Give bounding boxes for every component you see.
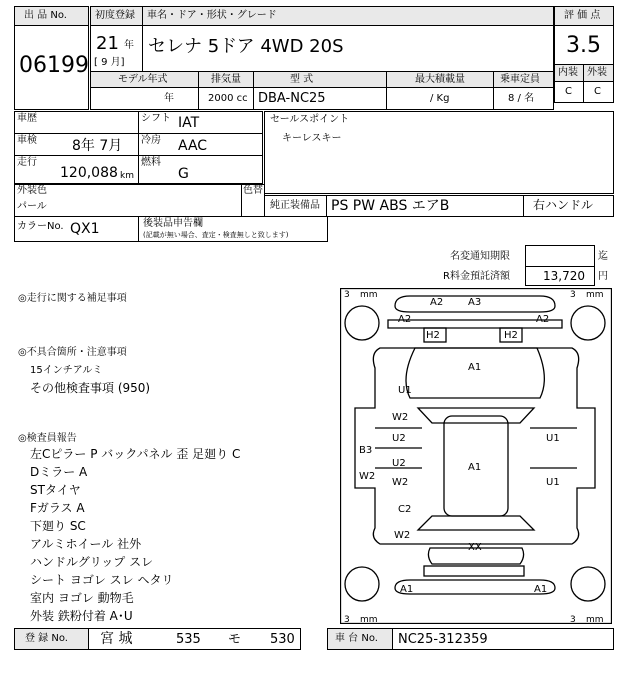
type-label: 型 式 — [290, 74, 314, 85]
inspector-line: 左Cピラー P バックパネル 歪 足廻り C — [30, 447, 241, 461]
recycle-unit: 円 — [598, 271, 608, 282]
damage-code: A3 — [468, 297, 482, 308]
spec-divider-3 — [386, 71, 387, 110]
tire-front-left — [345, 306, 379, 340]
tire-depth-unit: mm — [360, 290, 378, 300]
inspector-line: Dミラー A — [30, 465, 88, 479]
inspector-line: 外装 鉄粉付着 A･U — [30, 609, 133, 623]
tire-front-right — [571, 306, 605, 340]
interior-grade: C — [565, 86, 572, 97]
ext-color-value: パール — [17, 201, 47, 212]
damage-code: A1 — [468, 462, 482, 473]
car-name-label: 車名・ドア・形状・グレード — [147, 10, 277, 21]
exterior-label: 外装 — [587, 67, 607, 78]
notice-box — [525, 245, 595, 267]
color-no-value: QX1 — [70, 221, 100, 237]
max-load-label: 最大積載量 — [415, 74, 465, 85]
notice-label: 名変通知期限 — [450, 251, 510, 262]
model-year-value: 年 — [164, 93, 174, 104]
damage-code: A1 — [534, 584, 548, 595]
car-condition-diagram — [340, 288, 612, 624]
tire-depth-unit: mm — [586, 615, 604, 624]
recolor-label: 色替 — [243, 185, 263, 196]
hood — [406, 348, 544, 398]
interior-label: 内装 — [558, 67, 578, 78]
max-load-value: / Kg — [430, 93, 450, 104]
spec-divider-4 — [493, 71, 494, 110]
inspector-line: アルミホイール 社外 — [30, 537, 142, 551]
damage-code: W2 — [359, 471, 376, 482]
score-label: 評 価 点 — [564, 10, 601, 21]
inspector-line: Fガラス A — [30, 501, 85, 515]
damage-code: H2 — [504, 330, 518, 341]
tire-rear-left — [345, 567, 379, 601]
reg-month: [ 9 月] — [94, 57, 125, 68]
damage-code: W2 — [394, 530, 411, 541]
inspector-line: STタイヤ — [30, 483, 81, 497]
damage-code: A2 — [536, 314, 550, 325]
inspection-value: 8年 7月 — [72, 138, 123, 154]
defect-line: その他検査事項 (950) — [30, 381, 151, 395]
tire-depth-label: 3 — [570, 290, 576, 300]
recycle-value: 13,720 — [543, 269, 585, 283]
ac-value: AAC — [178, 138, 208, 154]
damage-code: U1 — [546, 477, 560, 488]
history-label: 車歴 — [17, 113, 37, 124]
reg-class: 535 — [176, 632, 201, 647]
reg-area: 宮 城 — [100, 631, 133, 647]
damage-code: H2 — [426, 330, 440, 341]
chassis-number: NC25-312359 — [398, 632, 488, 647]
handle-value: 右ハンドル — [533, 198, 594, 212]
inspector-title: ◎検査員報告 — [18, 433, 77, 444]
damage-code: A2 — [398, 314, 412, 325]
diagram-frame — [341, 289, 612, 624]
defects-title: ◎不具合箇所・注意事項 — [18, 347, 127, 358]
first-reg-label: 初度登録 — [95, 10, 135, 21]
displacement-label: 排気量 — [211, 74, 241, 85]
equipment-value: PS PW ABS エアB — [331, 198, 450, 214]
body-outline — [355, 348, 595, 544]
driving-notes-title: ◎走行に関する補足事項 — [18, 293, 127, 304]
defect-line: 15インチアルミ — [30, 365, 103, 376]
tire-depth-label: 3 — [344, 290, 350, 300]
score-value: 3.5 — [566, 33, 601, 58]
reg-num: 530 — [270, 632, 295, 647]
damage-code: A1 — [468, 362, 482, 373]
mileage-value: 120,088 — [60, 165, 118, 181]
displacement-value: 2000 cc — [208, 93, 248, 104]
reg-label: 登 録 No. — [25, 633, 68, 644]
reg-year: 21 — [96, 33, 119, 54]
damage-code: U1 — [546, 433, 560, 444]
fuel-label: 燃料 — [141, 157, 161, 168]
tire-depth-label: 3 — [570, 615, 576, 624]
lot-label: 出 品 No. — [24, 10, 67, 21]
reg-year-unit: 年 — [124, 40, 134, 51]
exterior-grade: C — [594, 86, 601, 97]
mileage-unit: km — [120, 171, 134, 181]
ext-color-cell — [14, 184, 242, 217]
notice-unit: 迄 — [598, 251, 608, 262]
fuel-value: G — [178, 166, 189, 182]
inspection-label: 車検 — [17, 135, 37, 146]
inspector-line: 室内 ヨゴレ 動物毛 — [30, 591, 134, 605]
spec-divider-1 — [198, 71, 199, 110]
inspector-line: ハンドルグリップ スレ — [30, 555, 154, 569]
damage-code: A2 — [430, 297, 444, 308]
damage-code: W2 — [392, 412, 409, 423]
spec-divider-2 — [253, 71, 254, 110]
capacity-value: 8 / 名 — [508, 93, 535, 104]
equipment-label: 純正装備品 — [270, 200, 320, 211]
capacity-label: 乗車定員 — [500, 74, 540, 85]
reg-kana: モ — [228, 632, 242, 647]
damage-code: C2 — [398, 504, 412, 515]
recycle-label: R料金預託済額 — [443, 271, 510, 282]
damage-code: U2 — [392, 433, 406, 444]
rear-lights — [424, 566, 524, 576]
inspector-line: シート ヨゴレ スレ ヘタリ — [30, 573, 174, 587]
ext-color-label: 外装色 — [17, 185, 47, 196]
model-year-label: モデル年式 — [118, 74, 168, 85]
shift-value: IAT — [178, 115, 200, 131]
rear-window — [418, 516, 534, 530]
damage-code: U1 — [398, 385, 412, 396]
sales-point-text: キーレスキー — [282, 133, 342, 144]
inspector-line: 下廻り SC — [30, 519, 86, 533]
color-no-label: カラーNo. — [17, 221, 64, 232]
ac-label: 冷房 — [141, 135, 161, 146]
sales-point-label: セールスポイント — [270, 114, 350, 125]
mileage-label: 走行 — [17, 157, 37, 168]
tire-depth-label: 3 — [344, 615, 350, 624]
tire-rear-right — [571, 567, 605, 601]
chassis-label: 車 台 No. — [335, 633, 378, 644]
type-value: DBA-NC25 — [258, 91, 326, 106]
tire-depth-unit: mm — [586, 290, 604, 300]
damage-code: XX — [468, 542, 482, 553]
rear-bumper — [395, 580, 555, 594]
aftermarket-label: 後装品申告欄 — [143, 218, 203, 229]
damage-code: A1 — [400, 584, 414, 595]
shift-label: シフト — [141, 113, 171, 124]
aftermarket-note: (記載が無い場合、査定・検査無しと致します) — [143, 231, 289, 239]
lot-number: 06199 — [19, 53, 89, 78]
damage-code: B3 — [359, 445, 373, 456]
damage-code: W2 — [392, 477, 409, 488]
damage-code: U2 — [392, 458, 406, 469]
tire-depth-unit: mm — [360, 615, 378, 624]
car-name: セレナ 5ドア 4WD 20S — [148, 36, 344, 57]
